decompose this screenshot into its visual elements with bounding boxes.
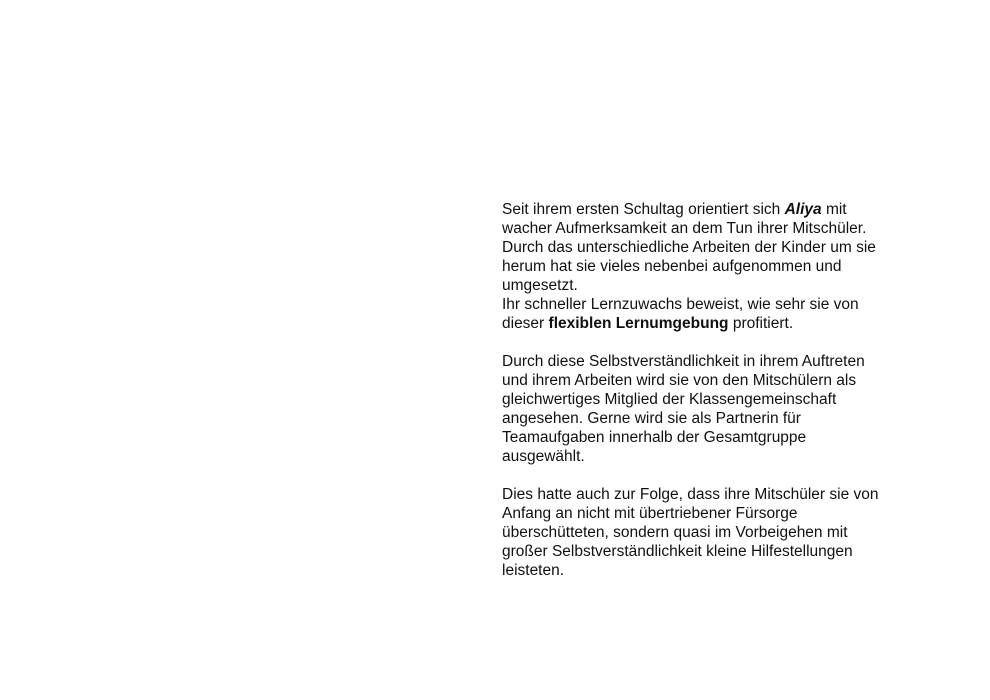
paragraph-3-line-3: überschütteten, sondern quasi im Vorbeigehen mit [502, 524, 848, 541]
paragraph-2-line-3: gleichwertiges Mitglied der Klassengemeinschaft [502, 391, 837, 408]
text-fragment: profitiert. [728, 315, 794, 332]
paragraph-1-line-4: herum hat sie vieles nebenbei aufgenommen und [502, 258, 842, 275]
text-fragment: dieser [502, 315, 549, 332]
paragraph-1 [502, 200, 922, 333]
paragraph-2-line-2: und ihrem Arbeiten wird sie von den Mitschülern als [502, 372, 857, 389]
paragraph-2-line-6: ausgewählt. [502, 448, 585, 465]
student-name: Aliya [784, 201, 822, 218]
paragraph-3-line-4: großer Selbstverständlichkeit kleine Hilfestellungen [502, 543, 853, 560]
paragraph-3-line-5: leisteten. [502, 562, 565, 579]
text-fragment: mit [821, 201, 847, 218]
paragraph-3-line-2: Anfang an nicht mit übertriebener Fürsorge [502, 505, 798, 522]
paragraph-2-line-1: Durch diese Selbstverständlichkeit in ihrem Auftreten [502, 353, 865, 370]
paragraph-2 [502, 352, 922, 466]
paragraph-1-line-7 [502, 314, 922, 333]
paragraph-2-line-5: Teamaufgaben innerhalb der Gesamtgruppe [502, 429, 807, 446]
paragraph-1-line-2: wacher Aufmerksamkeit an dem Tun ihrer Mitschüler. [502, 220, 867, 237]
paragraph-1-line-5: umgesetzt. [502, 277, 578, 294]
paragraph-1-line-1 [502, 200, 922, 219]
emphasis-term: flexiblen Lernumgebung [548, 315, 729, 332]
paragraph-1-line-3: Durch das unterschiedliche Arbeiten der Kinder um sie [502, 239, 876, 256]
text-block [502, 200, 922, 580]
paragraph-2-line-4: angesehen. Gerne wird sie als Partnerin für [502, 410, 801, 427]
paragraph-1-line-6: Ihr schneller Lernzuwachs beweist, wie sehr sie von [502, 296, 859, 313]
paragraph-3-line-1: Dies hatte auch zur Folge, dass ihre Mitschüler sie von [502, 486, 879, 503]
text-fragment: Seit ihrem ersten Schultag orientiert sich [502, 201, 785, 218]
paragraph-3 [502, 485, 922, 580]
